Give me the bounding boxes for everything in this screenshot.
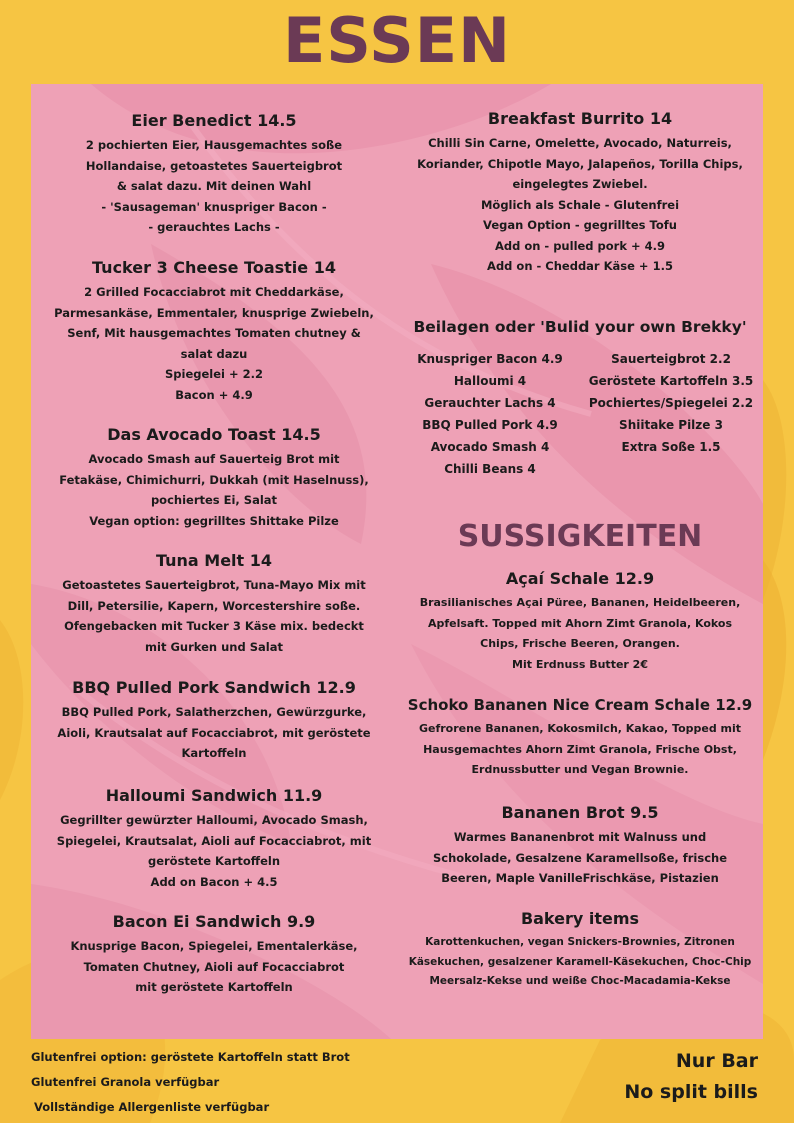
desc-line: Käsekuchen, gesalzener Karamell-Käsekuchen, Choc-Chip	[408, 955, 752, 968]
bakery-section	[397, 908, 763, 992]
item-name: BBQ Pulled Pork Sandwich 12.9	[72, 678, 356, 697]
desc-line: Warmes Bananenbrot mit Walnuss und	[453, 830, 707, 844]
desc-line: - gerauchtes Lachs -	[148, 220, 280, 234]
item-description	[397, 933, 763, 992]
footer-notes	[31, 1046, 350, 1118]
footer-policy-line: Nur Bar	[675, 1050, 758, 1072]
desc-line: Add on - Cheddar Käse + 1.5	[487, 259, 673, 273]
menu-item	[31, 911, 397, 998]
item-description	[31, 702, 397, 764]
sides-section	[397, 316, 763, 480]
menu-item	[31, 424, 397, 531]
desc-line: eingelegtes Zwiebel.	[512, 177, 648, 191]
desc-line: Karottenkuchen, vegan Snickers-Brownies, Zitronen	[425, 936, 735, 948]
item-description	[397, 719, 763, 781]
item-name: Schoko Bananen Nice Cream Schale 12.9	[407, 696, 753, 714]
sides-title: Beilagen oder 'Bulid your own Brekky'	[413, 318, 747, 336]
item-description	[31, 936, 397, 998]
side-item: Geröstete Kartoffeln 3.5	[588, 374, 754, 388]
footer-policy	[624, 1046, 758, 1108]
desc-line: Vegan Option - gegrilltes Tofu	[483, 218, 677, 232]
desc-line: Gegrillter gewürzter Halloumi, Avocado Smash,	[60, 813, 368, 827]
desc-line: Chips, Frische Beeren, Orangen.	[480, 637, 680, 650]
side-item: Chilli Beans 4	[444, 462, 536, 476]
side-item: Avocado Smash 4	[430, 440, 550, 454]
desc-line: - 'Sausageman' knuspriger Bacon -	[101, 199, 327, 214]
side-item: Gerauchter Lachs 4	[424, 396, 556, 410]
side-item: Shiitake Pilze 3	[619, 418, 723, 432]
desc-line: Möglich als Schale - Glutenfrei	[480, 197, 680, 212]
desc-line: Bacon + 4.9	[175, 387, 253, 402]
item-description	[397, 133, 763, 277]
sweets-title: SUSSIGKEITEN	[457, 519, 703, 554]
desc-line: 2 Grilled Focacciabrot mit Cheddarkäse,	[84, 285, 344, 299]
footer-note: Glutenfrei option: geröstete Kartoffeln statt Brot	[31, 1050, 350, 1064]
desc-line: Ofengebacken mit Tucker 3 Käse mix. bedeckt	[64, 619, 364, 633]
desc-line: geröstete Kartoffeln	[147, 854, 281, 868]
desc-line: Schokolade, Gesalzene Karamellsoße, frische	[432, 850, 728, 865]
desc-line: mit Gurken und Salat	[145, 639, 283, 654]
desc-line: Chilli Sin Carne, Omelette, Avocado, Naturreis,	[428, 136, 732, 150]
desc-line: Erdnussbutter und Vegan Brownie.	[471, 763, 689, 776]
desc-line: Tomaten Chutney, Aioli auf Focacciabrot	[83, 959, 345, 974]
desc-line: salat dazu	[180, 346, 248, 361]
side-item	[581, 458, 761, 480]
footer-policy-line: No split bills	[624, 1081, 758, 1103]
desc-line: Avocado Smash auf Sauerteig Brot mit	[88, 452, 340, 466]
desc-line: Parmesankäse, Emmentaler, knusprige Zwiebeln,	[54, 305, 374, 320]
item-name: Bakery items	[520, 909, 640, 928]
sides-grid	[405, 348, 763, 480]
item-name: Breakfast Burrito 14	[487, 109, 673, 128]
item-description	[31, 282, 397, 405]
desc-line: Spiegelei, Krautsalat, Aioli auf Focacciabrot, mit	[56, 833, 372, 848]
item-name: Bananen Brot 9.5	[501, 803, 659, 822]
item-name: Açaí Schale 12.9	[505, 569, 655, 588]
desc-line: Add on Bacon + 4.5	[150, 874, 278, 889]
item-name: Das Avocado Toast 14.5	[107, 425, 321, 444]
desc-line: Gefrorene Bananen, Kokosmilch, Kakao, Topped mit	[418, 722, 742, 735]
desc-line: Senf, Mit hausgemachtes Tomaten chutney &	[67, 326, 361, 340]
desc-line: Brasilianisches Açai Püree, Bananen, Heidelbeeren,	[419, 596, 741, 609]
side-item: Halloumi 4	[453, 374, 527, 388]
item-name: Bacon Ei Sandwich 9.9	[112, 912, 316, 931]
menu-item-burrito	[397, 108, 763, 277]
menu-item	[31, 677, 397, 764]
page-title: ESSEN	[282, 4, 512, 77]
desc-line: Kartoffeln	[181, 746, 247, 760]
item-name: Halloumi Sandwich 11.9	[105, 786, 323, 805]
menu-item	[31, 550, 397, 657]
desc-line: 2 pochierten Eier, Hausgemachtes soße	[85, 138, 343, 152]
side-item: BBQ Pulled Pork 4.9	[422, 418, 558, 432]
desc-line: Add on - pulled pork + 4.9	[494, 238, 666, 253]
item-description	[31, 575, 397, 657]
desc-line: Knusprige Bacon, Spiegelei, Ementalerkäse,	[70, 939, 358, 953]
item-description	[31, 449, 397, 531]
desc-line: BBQ Pulled Pork, Salatherzchen, Gewürzgurke,	[61, 705, 367, 719]
desc-line: Meersalz-Kekse und weiße Choc-Macadamia-Kekse	[429, 975, 731, 987]
menu-item	[397, 802, 763, 889]
desc-line: Hollandaise, getoastetes Sauerteigbrot	[85, 158, 343, 173]
desc-line: Aioli, Krautsalat auf Focacciabrot, mit geröstete	[57, 725, 371, 740]
item-description	[31, 135, 397, 238]
desc-line: mit geröstete Kartoffeln	[135, 980, 293, 994]
desc-line: Vegan option: gegrilltes Shittake Pilze	[89, 513, 339, 528]
footer-note: Vollständige Allergenliste verfügbar	[34, 1100, 270, 1114]
menu-item	[397, 694, 763, 781]
desc-line: Beeren, Maple VanilleFrischkäse, Pistazien	[441, 871, 719, 885]
desc-line: Mit Erdnuss Butter 2€	[512, 657, 648, 671]
side-item: Pochiertes/Spiegelei 2.2	[588, 396, 754, 410]
menu-item	[31, 110, 397, 238]
footer-note: Glutenfrei Granola verfügbar	[31, 1075, 220, 1089]
side-item: Sauerteigbrot 2.2	[611, 352, 731, 366]
desc-line: Koriander, Chipotle Mayo, Jalapeños, Torilla Chips,	[417, 156, 743, 171]
item-description	[397, 827, 763, 889]
desc-line: Hausgemachtes Ahorn Zimt Granola, Frische Obst,	[423, 742, 737, 756]
menu-item	[31, 257, 397, 405]
menu-item	[31, 785, 397, 892]
item-name: Tucker 3 Cheese Toastie 14	[92, 258, 336, 277]
item-name: Tuna Melt 14	[155, 551, 273, 570]
desc-line: pochiertes Ei, Salat	[150, 493, 278, 507]
item-description	[31, 810, 397, 892]
item-name: Eier Benedict 14.5	[131, 111, 297, 130]
desc-line: Dill, Petersilie, Kapern, Worcestershire soße.	[67, 598, 361, 613]
desc-line: Apfelsaft. Topped mit Ahorn Zimt Granola, Kokos	[427, 616, 733, 630]
desc-line: Spiegelei + 2.2	[165, 367, 263, 381]
menu-item	[397, 568, 763, 675]
side-item: Extra Soße 1.5	[621, 440, 721, 454]
desc-line: Getoastetes Sauerteigbrot, Tuna-Mayo Mix mit	[62, 578, 366, 592]
item-description	[397, 593, 763, 675]
side-item: Knuspriger Bacon 4.9	[417, 352, 563, 366]
desc-line: Fetakäse, Chimichurri, Dukkah (mit Haselnuss),	[59, 472, 369, 487]
desc-line: & salat dazu. Mit deinen Wahl	[116, 179, 312, 193]
